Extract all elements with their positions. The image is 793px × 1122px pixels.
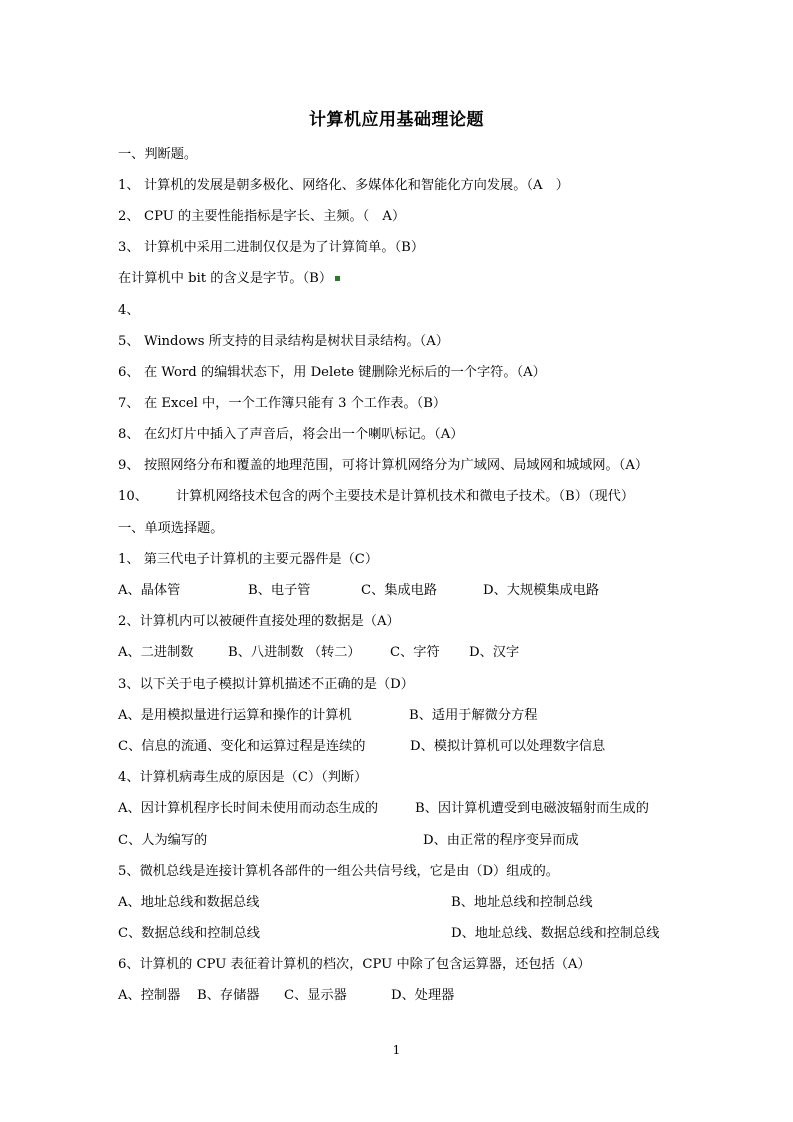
comment-marker-icon (335, 276, 340, 281)
tf-item-6 (118, 364, 546, 382)
item-text: 在幻灯片中插入了声音后，将会出一个喇叭标记。（A） (144, 427, 464, 442)
item-number: 4、 (118, 303, 140, 318)
item-text: 在 Excel 中，一个工作簿只能有 3 个工作表。（B） (144, 396, 447, 411)
option-a: A、地址总线和数据总线 (118, 895, 260, 910)
page-number: 1 (392, 1043, 401, 1057)
item-number: 6、 (118, 365, 140, 380)
mc-question-1: 1、 第三代电子计算机的主要元器件是（C） (118, 552, 379, 567)
mc-options-2 (118, 644, 678, 662)
mc-question-5: 5、微机总线是连接计算机各部件的一组公共信号线，它是由（D）组成的。 (118, 864, 559, 879)
option-d: D、模拟计算机可以处理数字信息 (410, 739, 606, 754)
option-b: B、八进制数 （转二） (228, 645, 361, 660)
tf-item-2 (118, 208, 405, 226)
mc-options-3a (118, 707, 678, 725)
item-number: 5、 (118, 334, 140, 349)
item-text: CPU 的主要性能指标是字长、主频。（ A） (144, 209, 406, 224)
option-d: D、大规模集成电路 (483, 583, 600, 598)
option-a: A、是用模拟量进行运算和操作的计算机 (118, 708, 352, 723)
item-number: 10、 (118, 489, 148, 504)
option-c: C、信息的流通、变化和运算过程是连续的 (118, 739, 366, 754)
mc-options-6 (118, 987, 678, 1005)
mc-options-4a (118, 800, 678, 818)
tf-item-3b (118, 270, 340, 288)
option-d: D、处理器 (391, 988, 455, 1003)
mc-options-5a (118, 894, 678, 912)
item-number: 1、 (118, 178, 140, 193)
item-text: 计算机中采用二进制仅仅是为了计算简单。（B） (144, 240, 425, 255)
tf-item-1 (118, 177, 569, 195)
option-d: D、汉字 (469, 645, 520, 660)
mc-question-2: 2、计算机内可以被硬件直接处理的数据是（A） (118, 614, 400, 629)
tf-item-5 (118, 333, 449, 351)
option-d: D、由正常的程序变异而成 (423, 833, 579, 848)
option-d: D、地址总线、数据总线和控制总线 (451, 926, 660, 941)
item-text: 在 Word 的编辑状态下，用 Delete 键删除光标后的一个字符。（A） (144, 365, 546, 380)
tf-item-3 (118, 239, 424, 257)
option-b: B、因计算机遭受到电磁波辐射而生成的 (415, 801, 649, 816)
tf-item-10 (118, 488, 634, 506)
tf-item-9 (118, 457, 648, 475)
option-c: C、人为编写的 (118, 833, 208, 848)
item-text: 在计算机中 bit 的含义是字节。（B） (118, 271, 333, 286)
item-text: 计算机网络技术包含的两个主要技术是计算机技术和微电子技术。（B）（现代） (176, 489, 635, 504)
mc-options-4b (118, 832, 678, 850)
tf-item-8 (118, 426, 463, 444)
tf-item-7 (118, 395, 446, 413)
option-c: C、显示器 (284, 988, 347, 1003)
item-text: Windows 所支持的目录结构是树状目录结构。（A） (144, 334, 449, 349)
option-a: A、二进制数 (118, 645, 194, 660)
item-text: 计算机的发展是朝多极化、网络化、多媒体化和智能化方向发展。（A ） (144, 178, 569, 193)
option-a: A、晶体管 (118, 583, 181, 598)
mc-question-6: 6、计算机的 CPU 表征着计算机的档次，CPU 中除了包含运算器，还包括（A） (118, 957, 591, 972)
option-a: A、控制器 (118, 988, 181, 1003)
option-a: A、因计算机程序长时间未使用而动态生成的 (118, 801, 379, 816)
item-text: 按照网络分布和覆盖的地理范围，可将计算机网络分为广域网、局域网和城域网。（A） (144, 458, 649, 473)
item-number: 8、 (118, 427, 140, 442)
mc-options-5b (118, 925, 678, 943)
page-title: 计算机应用基础理论题 (309, 110, 484, 130)
tf-item-4 (118, 302, 144, 320)
mc-options-3b (118, 738, 678, 756)
option-c: C、字符 (390, 645, 440, 660)
option-b: B、地址总线和控制总线 (451, 895, 593, 910)
mc-question-3: 3、以下关于电子模拟计算机描述不正确的是（D） (118, 677, 414, 692)
option-c: C、集成电路 (361, 583, 438, 598)
tf-section-heading: 一、判断题。 (118, 147, 198, 162)
option-b: B、适用于解微分方程 (409, 708, 538, 723)
item-number: 2、 (118, 209, 140, 224)
option-b: B、电子管 (248, 583, 311, 598)
mc-question-4: 4、计算机病毒生成的原因是（C）（判断） (118, 770, 368, 785)
mc-section-heading: 一、单项选择题。 (118, 521, 224, 536)
option-c: C、数据总线和控制总线 (118, 926, 260, 941)
item-number: 9、 (118, 458, 140, 473)
item-number: 3、 (118, 240, 140, 255)
item-number: 7、 (118, 396, 140, 411)
option-b: B、存储器 (197, 988, 260, 1003)
mc-options-1 (118, 582, 678, 600)
